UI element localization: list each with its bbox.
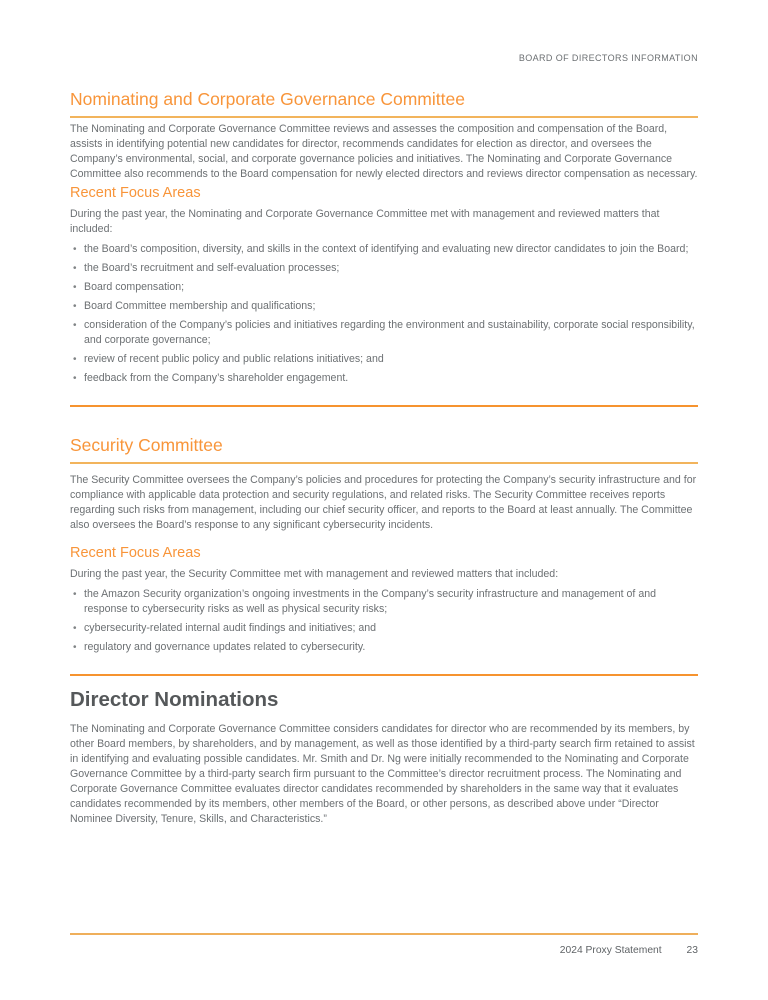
section-separator-rule	[70, 405, 698, 407]
list-item: • consideration of the Company’s policies and initiatives regarding the environment and sustainability, corporate social responsibility, and corporate governance;	[84, 318, 698, 348]
list-item: • regulatory and governance updates related to cybersecurity.	[84, 640, 698, 655]
section-security-committee	[70, 436, 698, 655]
focus-areas-intro: During the past year, the Security Committee met with management and reviewed matters that included:	[70, 568, 559, 580]
list-item: • the Amazon Security organization’s ongoing investments in the Company’s security infrastructure and management of and response to cybersecurity risks as well as physical security risks;	[84, 587, 698, 617]
section-nominating-committee	[70, 90, 698, 386]
section-director-nominations	[70, 688, 698, 827]
footer-label: 2024 Proxy Statement	[559, 945, 662, 956]
running-header: BOARD OF DIRECTORS INFORMATION	[518, 53, 698, 63]
major-section-title: Director Nominations	[70, 688, 279, 711]
focus-areas-intro: During the past year, the Nominating and Corporate Governance Committee met with management and reviewed matters that included:	[70, 208, 660, 235]
page-footer	[70, 933, 698, 956]
list-item: • review of recent public policy and public relations initiatives; and	[84, 352, 698, 367]
footer-rule	[70, 933, 698, 935]
page-number: 23	[686, 945, 698, 956]
heading-rule	[70, 116, 698, 118]
footer-text-row	[70, 945, 698, 956]
list-item: • the Board’s composition, diversity, and skills in the context of identifying and evaluating new director candidates to join the Board;	[84, 242, 698, 257]
focus-areas-list	[70, 242, 698, 386]
list-item: • feedback from the Company’s shareholder engagement.	[84, 371, 698, 386]
section-title: Nominating and Corporate Governance Committee	[70, 89, 465, 109]
list-item: • Board compensation;	[84, 280, 698, 295]
section-title: Security Committee	[70, 435, 223, 455]
focus-areas-heading: Recent Focus Areas	[70, 185, 201, 201]
section-intro-paragraph: The Security Committee oversees the Company’s policies and procedures for protecting the Company’s security infrastructure and for compliance with applicable data protection and security regulations, and related risks. The Security Committee receives reports regarding such risks from management, including our chief security officer, and reports to the Board at least annually. The Committee also oversees the Board’s response to any significant cybersecurity incidents.	[70, 474, 697, 531]
section-body-paragraph: The Nominating and Corporate Governance Committee considers candidates for director who are recommended by its members, by other Board members, by shareholders, and by management, as well as those identified by a third-party search firm retained to assist in identifying and evaluating possible candidates. Mr. Smith and Dr. Ng were initially recommended to the Nominating and Corporate Governance Committee by a third-party search firm pursuant to the Committee’s director recruitment process. The Nominating and Corporate Governance Committee evaluates director candidates recommended by shareholders in the same way that it evaluates candidates recommended by its members, other members of the Board, or other persons, as described above under “Director Nominee Diversity, Tenure, Skills, and Characteristics.”	[70, 723, 695, 825]
focus-areas-heading: Recent Focus Areas	[70, 545, 201, 561]
section-intro-paragraph: The Nominating and Corporate Governance Committee reviews and assesses the composition and compensation of the Board, assists in identifying potential new candidates for director, recommends candidates for election as director, and oversees the Company’s environmental, social, and corporate governance policies and initiatives. The Nominating and Corporate Governance Committee also recommends to the Board compensation for newly elected directors and reviews director compensation as necessary.	[70, 123, 698, 180]
heading-rule	[70, 462, 698, 464]
list-item: • the Board’s recruitment and self-evaluation processes;	[84, 261, 698, 276]
list-item: • cybersecurity-related internal audit findings and initiatives; and	[84, 621, 698, 636]
focus-areas-list	[70, 587, 698, 655]
section-separator-rule	[70, 674, 698, 676]
list-item: • Board Committee membership and qualifications;	[84, 299, 698, 314]
